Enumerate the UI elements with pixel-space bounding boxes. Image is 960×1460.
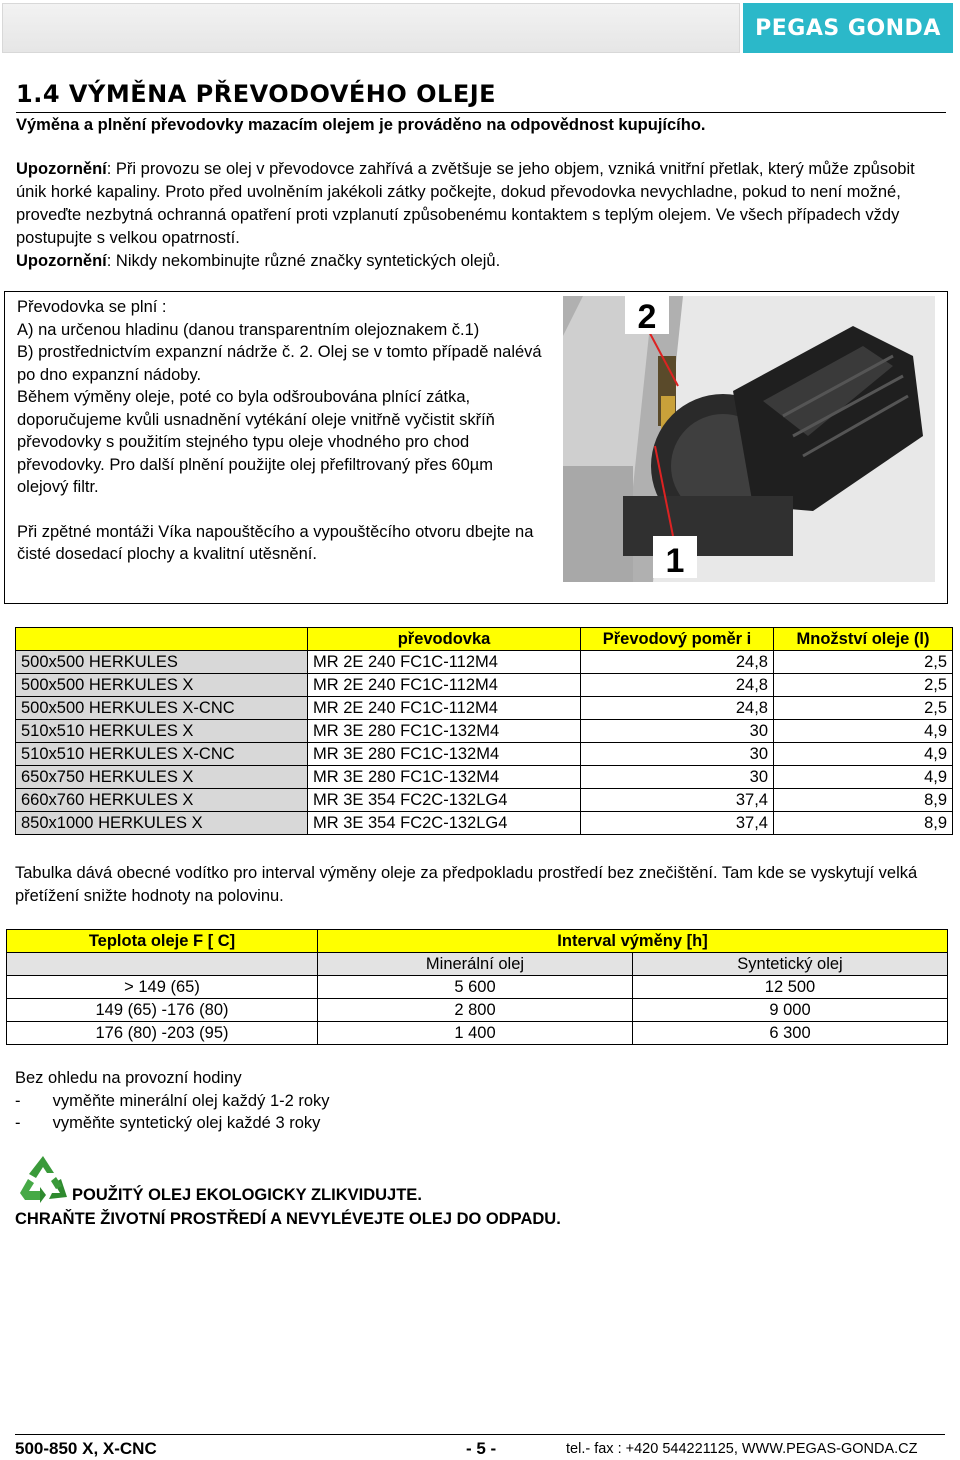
photo-label-2: 2 <box>637 298 657 336</box>
warning-text: : Při provozu se olej v převodovce zahřívá a zvětšuje se jeho objem, vzniká vnitřní přetlak, který může způsobit únik horké kapaliny. Proto před uvolněním jakékoli zátky počkejte, dokud převodovka nevychladne, pokud to není možné, proveďte nezbytná ochranná opatření proti vzplanutí způsobenému kontaktem s teplým olejem. Ve všech případech vždy postupujte s velkou opatrností. <box>16 160 915 247</box>
title-divider <box>16 112 946 113</box>
table-cell: MR 3E 280 FC1C-132M4 <box>308 743 581 766</box>
table-row <box>16 674 953 697</box>
hours-intro: Bez ohledu na provozní hodiny <box>15 1069 242 1087</box>
table-cell: 2,5 <box>774 651 953 674</box>
table-cell: 12 500 <box>633 976 948 999</box>
table-cell: MR 3E 354 FC2C-132LG4 <box>308 812 581 835</box>
header-cell <box>16 628 308 651</box>
fill-line: Během výměny oleje, poté co byla odšroubována plnící zátka, doporučujeme kvůli usnadnění vytékání oleje vnitřně vyčistit skříň převodovky s použitím stejného typu oleje vhodného pro chod převodovky. Pro další plnění použijte olej přefiltrovaný přes 60µm olejový filtr. <box>17 388 495 496</box>
table-row <box>16 789 953 812</box>
table-cell: 650x750 HERKULES X <box>16 766 308 789</box>
footer-divider <box>15 1434 945 1435</box>
table-row <box>16 720 953 743</box>
table-cell: 8,9 <box>774 789 953 812</box>
table-cell: 2,5 <box>774 674 953 697</box>
table-row <box>16 651 953 674</box>
table-cell: MR 3E 280 FC1C-132M4 <box>308 766 581 789</box>
table-row <box>16 766 953 789</box>
table-header-row <box>16 628 953 651</box>
table-cell: 24,8 <box>581 697 774 720</box>
table-cell: 30 <box>581 720 774 743</box>
table-cell: 500x500 HERKULES X-CNC <box>16 697 308 720</box>
table-cell: 510x510 HERKULES X <box>16 720 308 743</box>
hours-list <box>15 1067 330 1135</box>
table-cell: 500x500 HERKULES X <box>16 674 308 697</box>
warning-text-2: : Nikdy nekombinujte různé značky syntetických olejů. <box>106 252 501 270</box>
company-logo <box>743 3 953 53</box>
fill-line: B) prostřednictvím expanzní nádrže č. 2. Olej se v tomto případě nalévá po dno expanzní nádoby. <box>17 343 542 384</box>
footer-contact: tel.- fax : +420 544221125, WWW.PEGAS-GONDA.CZ <box>566 1441 918 1457</box>
table-row <box>7 999 948 1022</box>
subheader-cell: Minerální olej <box>318 953 633 976</box>
footer-model: 500-850 X, X-CNC <box>15 1439 157 1458</box>
header-cell: převodovka <box>308 628 581 651</box>
table-cell: 4,9 <box>774 766 953 789</box>
interval-note: Tabulka dává obecné vodítko pro interval výměny oleje za předpokladu prostředí bez znečištění. Tam kde se vyskytují velká přetížení snižte hodnoty na polovinu. <box>15 864 918 905</box>
table-row <box>16 697 953 720</box>
table-cell: 850x1000 HERKULES X <box>16 812 308 835</box>
footer-page-number: - 5 - <box>466 1439 497 1458</box>
gearbox-table <box>15 627 953 835</box>
table-cell: 30 <box>581 766 774 789</box>
table-cell: MR 2E 240 FC1C-112M4 <box>308 697 581 720</box>
header-bar <box>2 3 740 53</box>
table-cell: 6 300 <box>633 1022 948 1045</box>
header-cell: Převodový poměr i <box>581 628 774 651</box>
logo-text: PEGAS GONDA <box>755 15 941 41</box>
recycle-icon <box>16 1153 70 1205</box>
table-subheader-row <box>7 953 948 976</box>
warning-block <box>16 158 946 273</box>
table-cell: 9 000 <box>633 999 948 1022</box>
table-row <box>16 743 953 766</box>
table-header-row <box>7 930 948 953</box>
gearbox-photo <box>563 296 935 582</box>
table-cell: 660x760 HERKULES X <box>16 789 308 812</box>
table-row <box>7 976 948 999</box>
eco-warning-1: POUŽITÝ OLEJ EKOLOGICKY ZLIKVIDUJTE. <box>72 1186 422 1204</box>
table-cell: 4,9 <box>774 720 953 743</box>
header-cell: Množství oleje (l) <box>774 628 953 651</box>
table-cell: 5 600 <box>318 976 633 999</box>
table-row <box>7 1022 948 1045</box>
fill-line: A) na určenou hladinu (danou transparentním olejoznakem č.1) <box>17 320 480 339</box>
filling-text <box>17 296 547 566</box>
fill-line-last: Při zpětné montáži Víka napouštěcího a vypouštěcího otvoru dbejte na čisté dosedací plochy a kvalitní utěsnění. <box>17 522 534 563</box>
list-item: - vyměňte minerální olej každý 1-2 roky <box>15 1091 330 1110</box>
table-cell: MR 2E 240 FC1C-112M4 <box>308 651 581 674</box>
table-cell: MR 3E 280 FC1C-132M4 <box>308 720 581 743</box>
table-row <box>16 812 953 835</box>
table-cell: 37,4 <box>581 789 774 812</box>
fill-line: Převodovka se plní : <box>17 298 167 316</box>
table-cell: 1 400 <box>318 1022 633 1045</box>
table-cell: 2,5 <box>774 697 953 720</box>
section-title: 1.4 VÝMĚNA PŘEVODOVÉHO OLEJE <box>16 80 497 108</box>
table-cell: 149 (65) -176 (80) <box>7 999 318 1022</box>
filling-instructions-box <box>4 291 948 604</box>
table-cell: 176 (80) -203 (95) <box>7 1022 318 1045</box>
table-cell: MR 3E 354 FC2C-132LG4 <box>308 789 581 812</box>
table-cell: 8,9 <box>774 812 953 835</box>
table-cell: 2 800 <box>318 999 633 1022</box>
table-cell: 30 <box>581 743 774 766</box>
table-cell: 24,8 <box>581 651 774 674</box>
table-cell: 510x510 HERKULES X-CNC <box>16 743 308 766</box>
table-cell: 37,4 <box>581 812 774 835</box>
table-cell: > 149 (65) <box>7 976 318 999</box>
section-subtitle: Výměna a plnění převodovky mazacím olejem je prováděno na odpovědnost kupujícího. <box>16 116 706 134</box>
subheader-cell: Syntetický olej <box>633 953 948 976</box>
photo-label-1: 1 <box>665 542 685 580</box>
table-cell: 24,8 <box>581 674 774 697</box>
table-cell: 500x500 HERKULES <box>16 651 308 674</box>
header-cell: Interval výměny [h] <box>318 930 948 953</box>
interval-table <box>6 929 948 1045</box>
list-item: - vyměňte syntetický olej každé 3 roky <box>15 1114 321 1132</box>
eco-warning-2: CHRAŇTE ŽIVOTNÍ PROSTŘEDÍ A NEVYLÉVEJTE OLEJ DO ODPADU. <box>15 1210 561 1228</box>
warning-label-2: Upozornění <box>16 252 107 270</box>
header-cell: Teplota oleje F [ C] <box>7 930 318 953</box>
warning-label: Upozornění <box>16 160 107 178</box>
table-cell: MR 2E 240 FC1C-112M4 <box>308 674 581 697</box>
table-cell: 4,9 <box>774 743 953 766</box>
